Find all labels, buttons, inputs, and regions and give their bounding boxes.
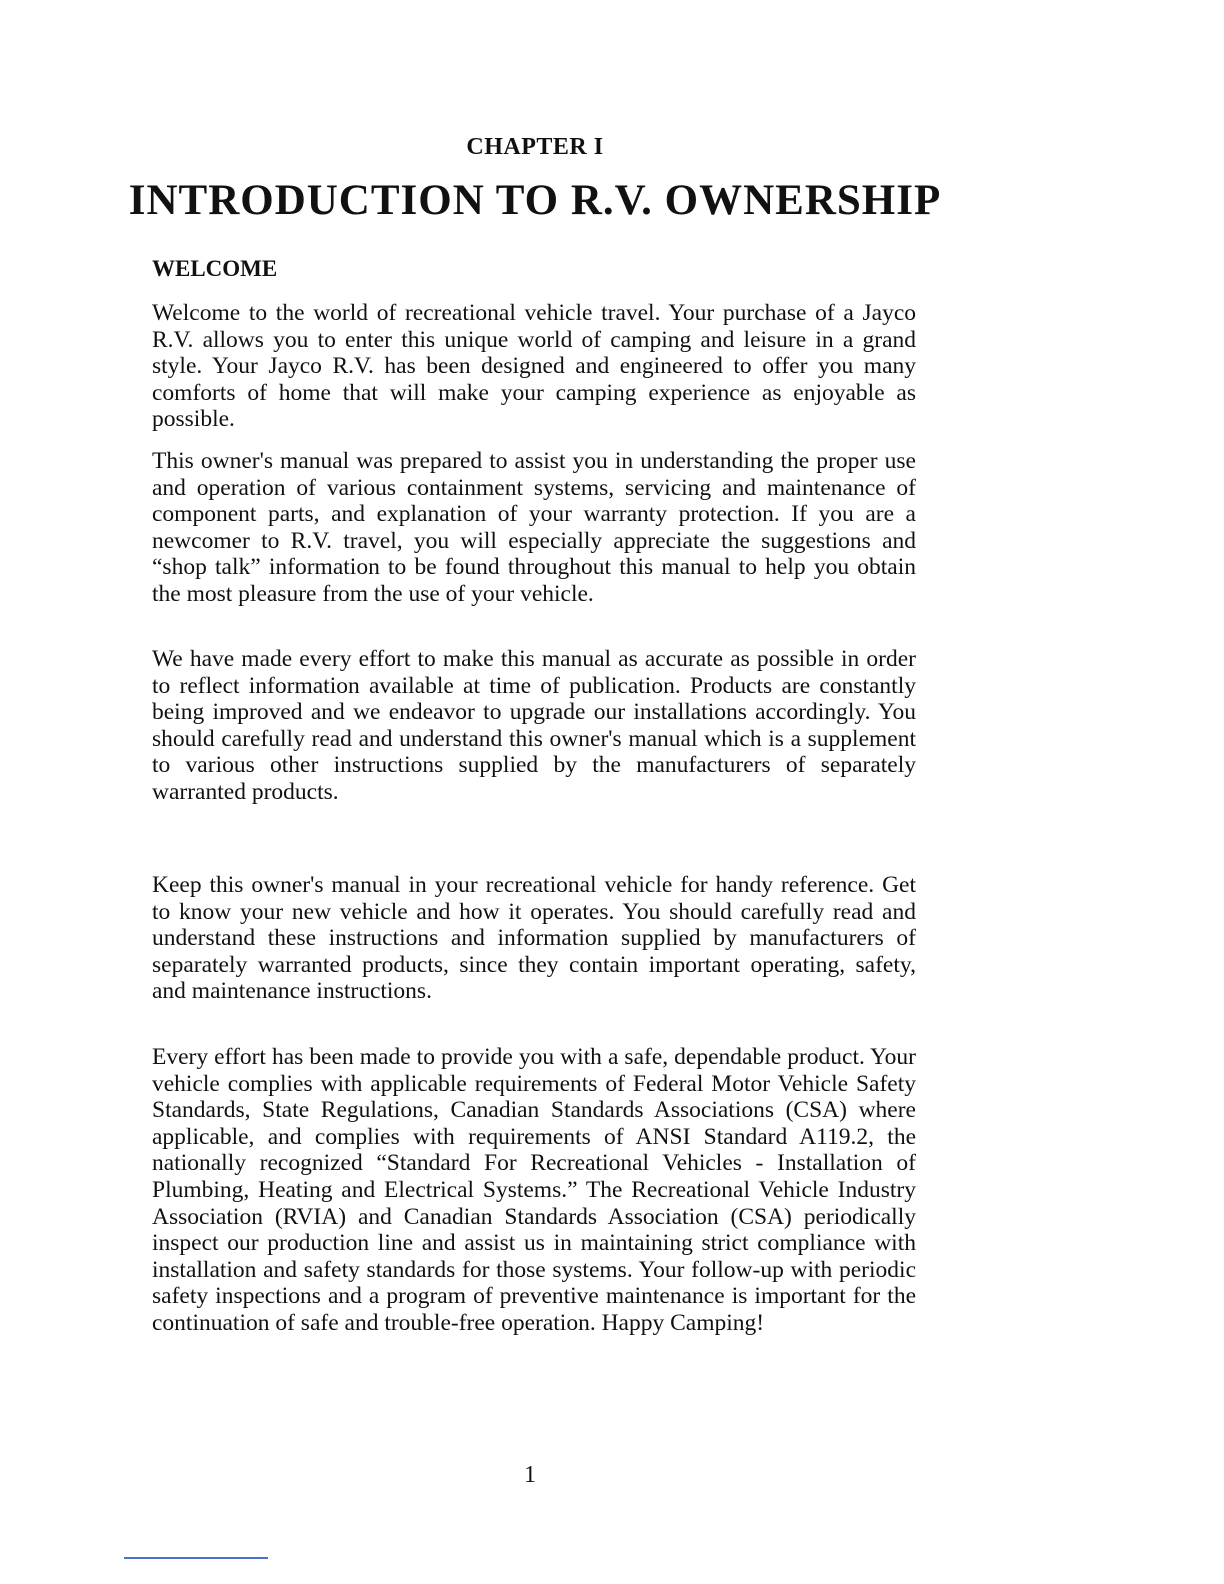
paragraph-accuracy: We have made every effort to make this manual as accurate as possible in order to reflect information available at time of publication. Products are constantly being improved and we endeavor to upgrade our installations accordingly. You should carefully read and understand this owner's manual which is a supplement to various other instructions supplied by the manufacturers of separately warranted products. [152,646,916,805]
chapter-title: INTRODUCTION TO R.V. OWNERSHIP [128,177,942,224]
chapter-label: CHAPTER I [466,134,604,160]
paragraph-safety-compliance: Every effort has been made to provide you with a safe, dependable product. Your vehicle complies with applicable requirements of Federal Motor Vehicle Safety Standards, State Regulations, Canadian Standards Associations (CSA) where applicable, and complies with requirements of ANSI Standard A119.2, the nationally recognized “Standard For Recreational Vehicles - Installation of Plumbing, Heating and Electrical Systems.” The Recreational Vehicle Industry Association (RVIA) and Canadian Standards Association (CSA) periodically inspect our production line and assist us in maintaining strict compliance with installation and safety standards for those systems. Your follow-up with periodic safety inspections and a program of preventive maintenance is important for the continuation of safe and trouble-free operation. Happy Camping! [152,1044,916,1336]
bottom-rule [124,1557,268,1559]
section-heading-welcome: WELCOME [152,256,278,281]
paragraph-manual-purpose: This owner's manual was prepared to assist you in understanding the proper use and operation of various containment systems, servicing and maintenance of component parts, and explanation of your warranty protection. If you are a newcomer to R.V. travel, you will especially appreciate the suggestions and “shop talk” information to be found throughout this manual to help you obtain the most pleasure from the use of your vehicle. [152,448,916,607]
paragraph-keep-manual: Keep this owner's manual in your recreational vehicle for handy reference. Get to know your new vehicle and how it operates. You should carefully read and understand these instructions and information supplied by manufacturers of separately warranted products, since they contain important operating, safety, and maintenance instructions. [152,872,916,1005]
paragraph-welcome: Welcome to the world of recreational vehicle travel. Your purchase of a Jayco R.V. allows you to enter this unique world of camping and leisure in a grand style. Your Jayco R.V. has been designed and engineered to offer you many comforts of home that will make your camping experience as enjoyable as possible. [152,300,916,433]
page-number: 1 [524,1462,536,1488]
